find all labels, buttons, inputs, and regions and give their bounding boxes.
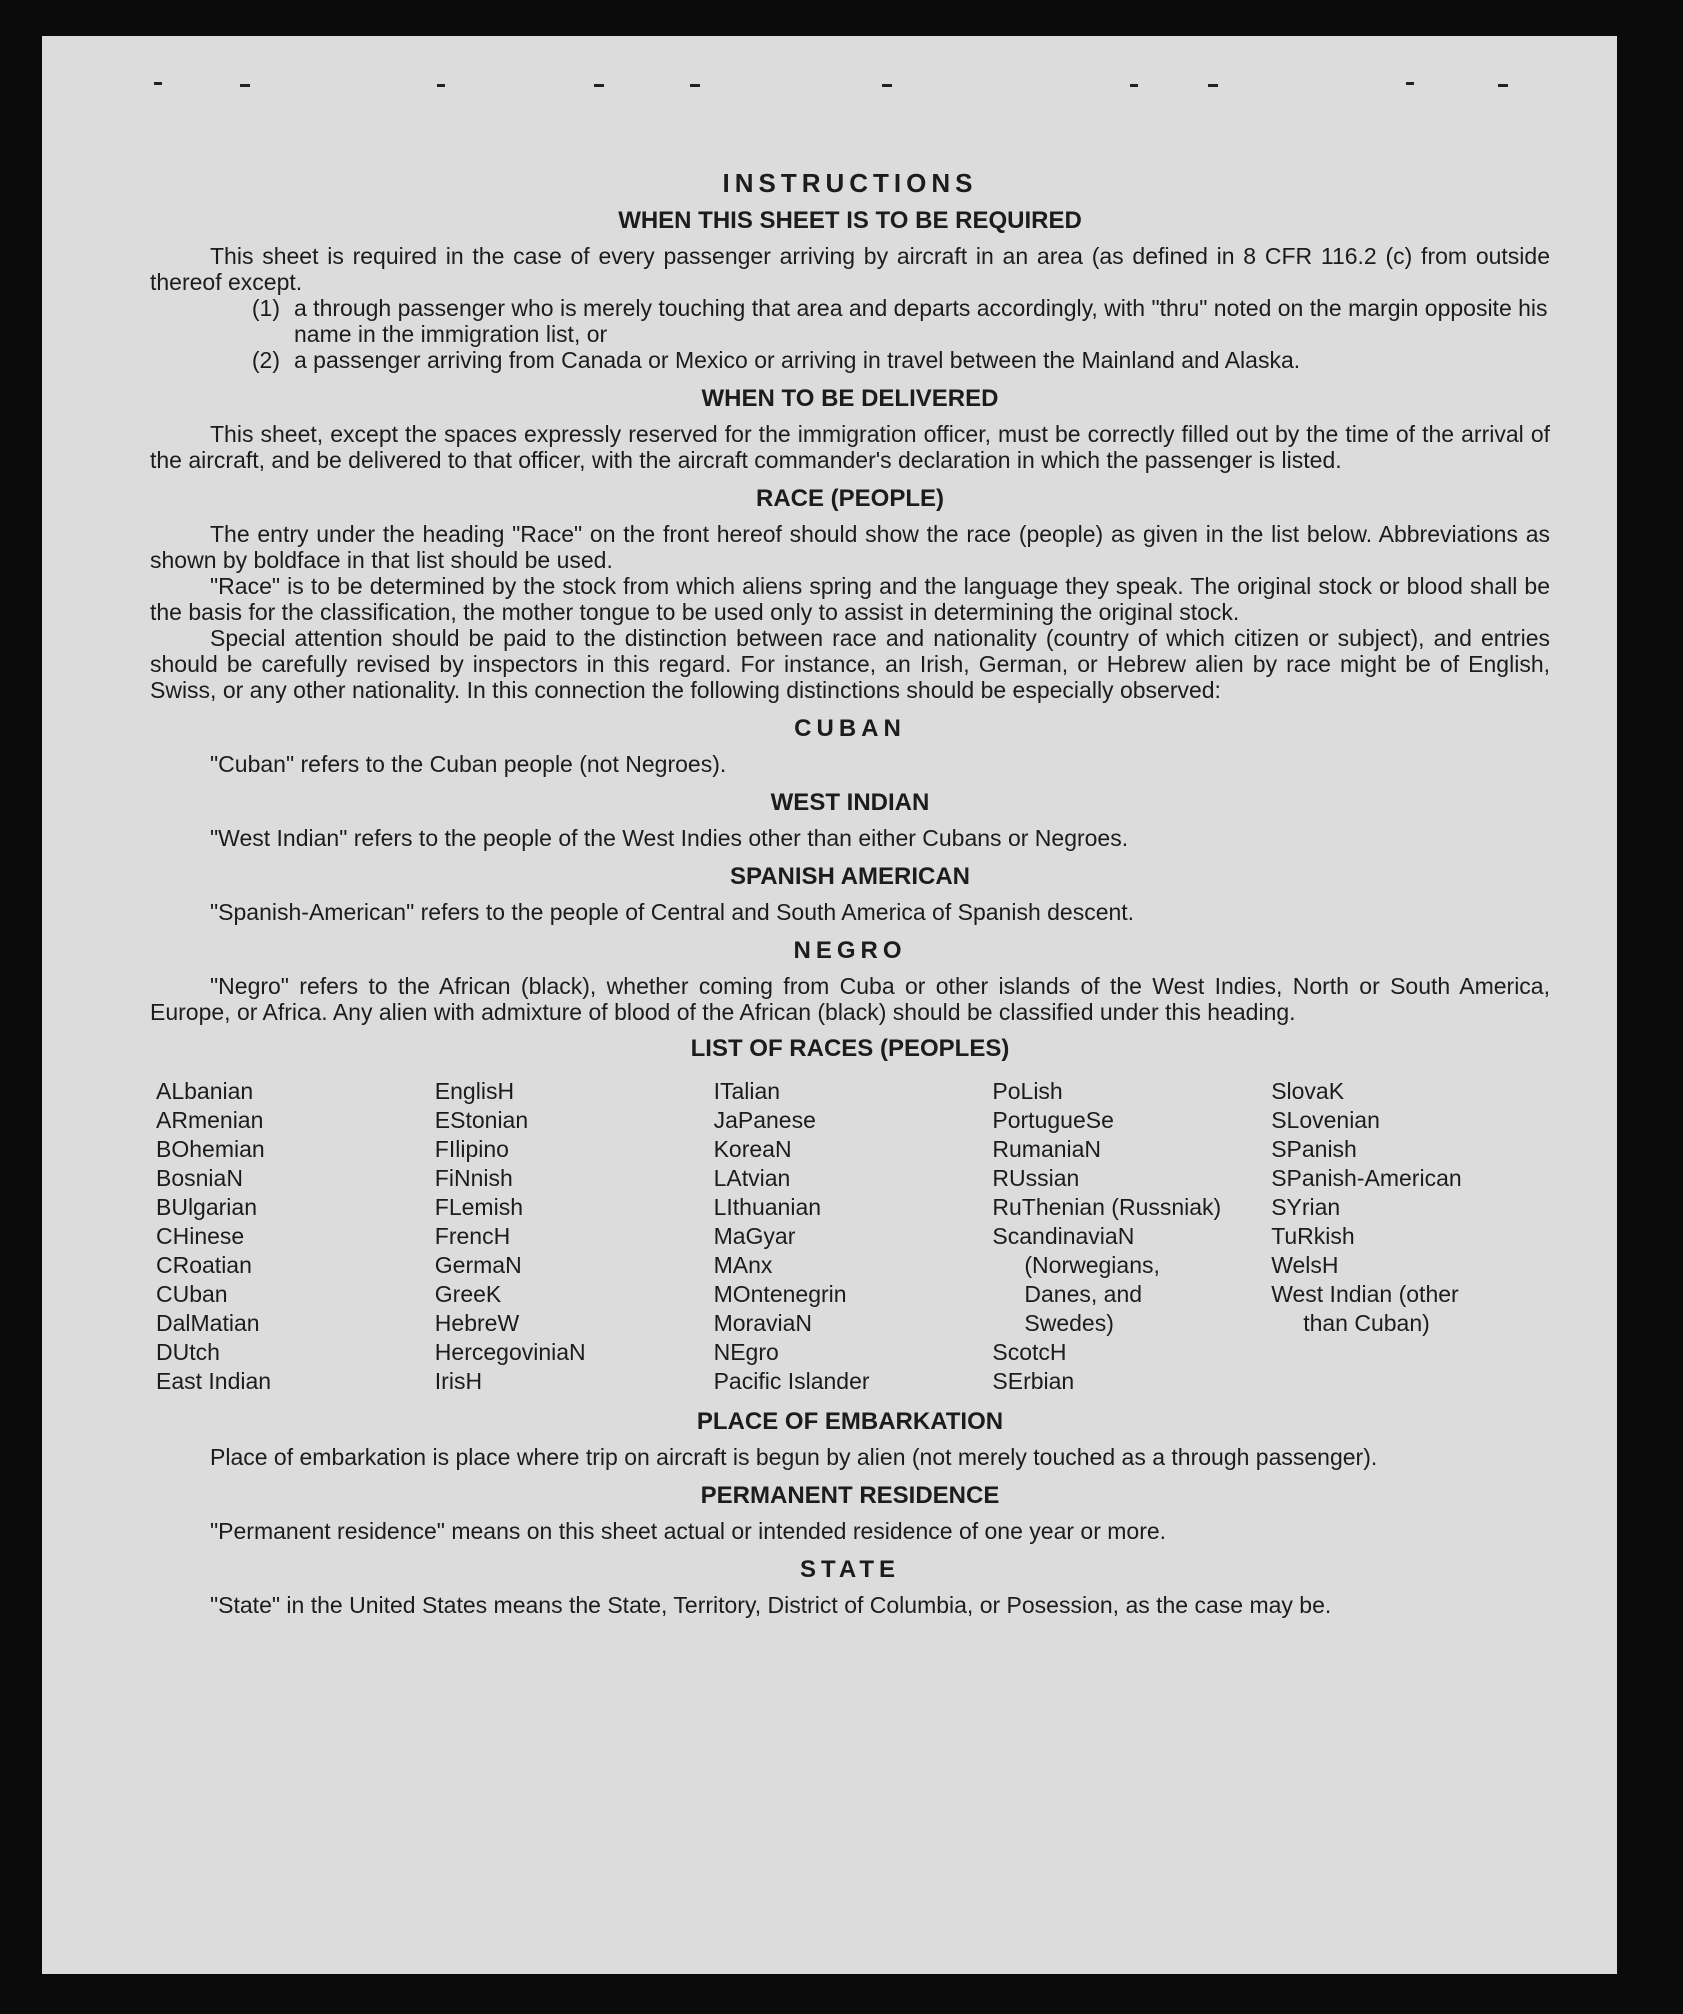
race-entry: FrencH [434, 1223, 511, 1249]
race-entry: SLovenian [1271, 1107, 1380, 1133]
race-entry: PortugueSe [992, 1107, 1114, 1133]
race-entry: MOntenegrin [713, 1281, 847, 1307]
heading-race: RACE (PEOPLE) [755, 485, 944, 512]
race-entry: BUlgarian [156, 1194, 257, 1220]
race-column [992, 1077, 1271, 1396]
race-entry: NEgro [713, 1339, 779, 1365]
heading-permanent-residence: PERMANENT RESIDENCE [700, 1482, 1000, 1509]
heading-cuban: CUBAN [794, 715, 906, 742]
race-entry: ALbanian [156, 1078, 254, 1104]
race-entry: JaPanese [713, 1107, 816, 1133]
race-entry: PoLish [992, 1078, 1063, 1104]
race-entry: DalMatian [156, 1310, 260, 1336]
race-entry: Swedes) [1024, 1310, 1114, 1336]
race-entry: KoreaN [713, 1136, 792, 1162]
race-entry: than Cuban) [1303, 1310, 1430, 1336]
race-entry: West Indian (other [1271, 1281, 1459, 1307]
heading-spanish-american: SPANISH AMERICAN [729, 863, 970, 890]
race-entry: Pacific Islander [713, 1368, 870, 1394]
race-entry: ScandinaviaN [992, 1223, 1135, 1249]
heading-negro: NEGRO [793, 937, 907, 964]
race-entry: WelsH [1271, 1252, 1339, 1278]
heading-when-delivered: WHEN TO BE DELIVERED [701, 385, 999, 412]
race-entry: SErbian [992, 1368, 1075, 1394]
race-paragraph-1: The entry under the heading "Race" on the front hereof should show the race (people) as given in the list below. Abbreviations as shown by boldface in that list should be used. [150, 521, 1550, 573]
race-entry: MoraviaN [713, 1310, 813, 1336]
race-entry: RUssian [992, 1165, 1080, 1191]
race-entry: EStonian [434, 1107, 529, 1133]
race-entry: SPanish-American [1271, 1165, 1462, 1191]
race-entry: RumaniaN [992, 1136, 1102, 1162]
race-entry: RuThenian (Russniak) [992, 1194, 1222, 1220]
race-entry: CRoatian [156, 1252, 252, 1278]
when-delivered-text: This sheet, except the spaces expressly reserved for the immigration officer, must be correctly filled out by the time of the arrival of the aircraft, and be delivered to that officer, with the aircraft commander's declaration in which the passenger is listed. [150, 421, 1550, 473]
race-entry: IrisH [434, 1368, 483, 1394]
item-text: a through passenger who is merely touching that area and departs accordingly, with "thru" noted on the margin opposite his name in the immigration list, or [294, 295, 1548, 347]
item-number: (1) [251, 295, 280, 321]
race-entry: FLemish [434, 1194, 523, 1220]
race-entry: HebreW [434, 1310, 520, 1336]
race-entry: Danes, and [1024, 1281, 1143, 1307]
negro-text: "Negro" refers to the African (black), whether coming from Cuba or other islands of the West Indies, North or South America, Europe, or Africa. Any alien with admixture of blood of the African (black) should be classified under this heading. [150, 973, 1550, 1025]
race-entry: CHinese [156, 1223, 245, 1249]
document-body [150, 168, 1550, 1618]
race-entry: SPanish [1271, 1136, 1357, 1162]
west-indian-text: "West Indian" refers to the people of the West Indies other than either Cubans or Negroes. [210, 825, 1129, 851]
race-entry: LAtvian [713, 1165, 791, 1191]
race-paragraph-3: Special attention should be paid to the distinction between race and nationality (country of which citizen or subject), and entries should be carefully revised by inspectors in this regard. For instance, an Irish, German, or Hebrew alien by race might be of English, Swiss, or any other nationality. In this connection the following distinctions should be especially observed: [150, 625, 1550, 703]
race-entry: TuRkish [1271, 1223, 1355, 1249]
race-column [714, 1077, 993, 1396]
page-title: INSTRUCTIONS [722, 168, 978, 198]
race-paragraph-2: "Race" is to be determined by the stock from which aliens spring and the language they speak. The original stock or blood shall be the basis for the classification, the mother tongue to be used only to assist in determining the original stock. [150, 573, 1550, 625]
list-item [150, 295, 1550, 347]
race-entry: EnglisH [434, 1078, 515, 1104]
race-entry: FiNnish [434, 1165, 513, 1191]
when-required-intro: This sheet is required in the case of every passenger arriving by aircraft in an area (as defined in 8 CFR 116.2 (c) from outside thereof except. [150, 243, 1550, 295]
race-entry: (Norwegians, [1024, 1252, 1160, 1278]
list-item [150, 347, 1550, 373]
embarkation-text: Place of embarkation is place where trip on aircraft is begun by alien (not merely touched as a through passenger). [210, 1444, 1378, 1470]
spanish-american-text: "Spanish-American" refers to the people of Central and South America of Spanish descent. [210, 899, 1135, 925]
race-entry: MAnx [713, 1252, 773, 1278]
heading-when-required: WHEN THIS SHEET IS TO BE REQUIRED [618, 207, 1082, 234]
race-entry: BosniaN [156, 1165, 243, 1191]
race-column [435, 1077, 714, 1396]
race-entry: GreeK [434, 1281, 502, 1307]
race-entry: SlovaK [1271, 1078, 1345, 1104]
heading-state: STATE [799, 1556, 901, 1583]
heading-embarkation: PLACE OF EMBARKATION [696, 1408, 1004, 1435]
cuban-text: "Cuban" refers to the Cuban people (not Negroes). [210, 751, 727, 777]
race-entry: ScotcH [992, 1339, 1067, 1365]
item-number: (2) [251, 347, 280, 373]
race-entry: MaGyar [713, 1223, 796, 1249]
race-entry: East Indian [156, 1368, 272, 1394]
race-list [156, 1077, 1550, 1396]
race-entry: SYrian [1271, 1194, 1341, 1220]
race-entry: FIlipino [434, 1136, 509, 1162]
race-entry: DUtch [156, 1339, 220, 1365]
permanent-residence-text: "Permanent residence" means on this sheet actual or intended residence of one year or more. [210, 1518, 1167, 1544]
race-entry: GermaN [434, 1252, 522, 1278]
race-column [156, 1077, 435, 1396]
heading-list-of-races: LIST OF RACES (PEOPLES) [690, 1035, 1010, 1062]
state-text: "State" in the United States means the State, Territory, District of Columbia, or Posession, as the case may be. [210, 1592, 1332, 1618]
race-entry: ITalian [713, 1078, 781, 1104]
race-entry: HercegoviniaN [434, 1339, 586, 1365]
race-entry: LIthuanian [713, 1194, 822, 1220]
heading-west-indian: WEST INDIAN [770, 789, 930, 816]
race-column [1271, 1077, 1550, 1396]
race-entry: BOhemian [156, 1136, 265, 1162]
race-entry: ARmenian [156, 1107, 264, 1133]
race-entry: CUban [156, 1281, 228, 1307]
item-text: a passenger arriving from Canada or Mexico or arriving in travel between the Mainland and Alaska. [294, 347, 1301, 373]
